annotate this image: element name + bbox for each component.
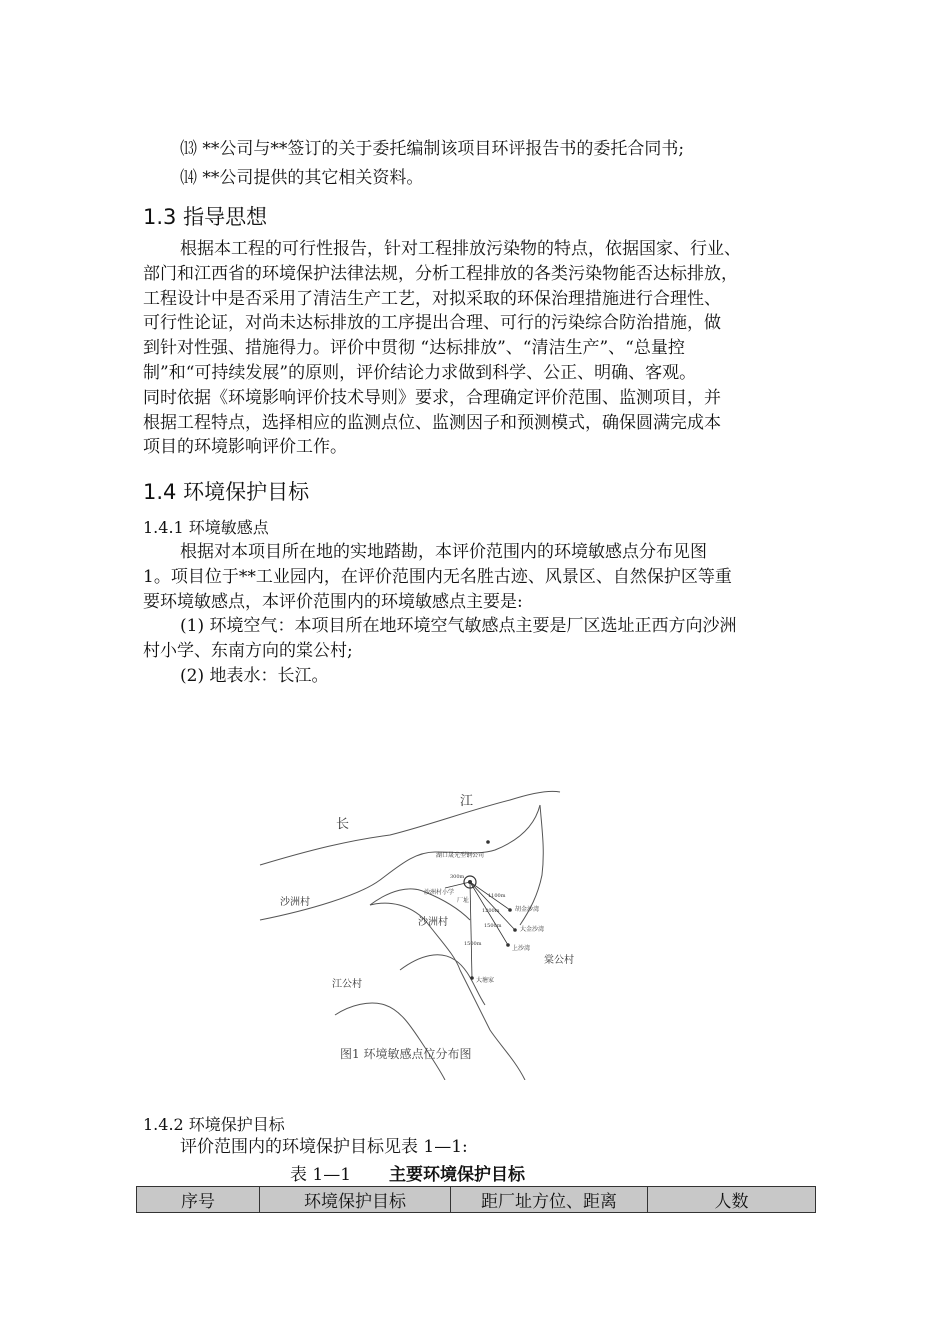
creek-branch <box>400 955 485 1005</box>
para-line: 部门和江西省的环境保护法律法规，分析工程排放的各类污染物能否达标排放， <box>143 263 738 284</box>
company-point <box>486 840 490 844</box>
sensitive-points-map <box>250 780 620 1080</box>
section-heading-1-4: 1.4 环境保护目标 <box>143 480 310 504</box>
point <box>513 928 517 932</box>
table-header-row <box>137 1187 816 1213</box>
para-line: (2) 地表水：长江。 <box>180 665 329 686</box>
table-caption <box>290 1160 525 1185</box>
para-line: 项目的环境影响评价工作。 <box>143 437 347 458</box>
map-label-village: 棠公村 <box>544 955 574 966</box>
table-number: 表 1—1 <box>290 1165 352 1185</box>
subheading-1-4-2: 1.4.2 环境保护目标 <box>143 1115 285 1134</box>
map-label-village: 沙洲村 <box>280 897 310 908</box>
river-bank-north <box>260 791 560 865</box>
para-line: 要环境敏感点，本评价范围内的环境敏感点主要是: <box>143 591 523 612</box>
map-label-place: 上沙湾 <box>512 945 531 952</box>
subheading-1-4-1: 1.4.1 环境敏感点 <box>143 518 269 537</box>
map-label-distance: 1500m <box>484 923 502 929</box>
guiding-principle-paragraph <box>143 237 823 460</box>
map-label-distance: 1500m <box>464 941 482 947</box>
map-label-village: 沙洲村 <box>418 917 448 928</box>
sensitive-points-paragraph <box>143 540 823 689</box>
section-heading-1-3: 1.3 指导思想 <box>143 205 268 229</box>
reference-item-13: ⒀ **公司与**签订的关于委托编制该项目环评报告书的委托合同书; <box>180 139 685 159</box>
map-label-place: 大塘家 <box>476 977 495 984</box>
table-header-cell: 距厂址方位、距离 <box>451 1187 648 1213</box>
para-line: 根据本工程的可行性报告，针对工程排放污染物的特点，依据国家、行业、 <box>180 239 741 259</box>
point <box>506 943 510 947</box>
table-header-cell: 序号 <box>137 1187 260 1213</box>
map-label-place: 胡金沙湾 <box>515 906 540 913</box>
table-title: 主要环境保护目标 <box>389 1165 526 1185</box>
map-label-village: 江公村 <box>332 979 362 990</box>
para-line: (1) 环境空气：本项目所在地环境空气敏感点主要是厂区选址正西方向沙洲 <box>180 616 737 637</box>
map-label-river: 长 <box>336 817 350 832</box>
table-reference-text: 评价范围内的环境保护目标见表 1—1: <box>180 1137 468 1157</box>
map-label-place: 大金沙湾 <box>520 926 545 933</box>
map-label-factory: 厂址 <box>457 897 470 904</box>
para-line: 根据对本项目所在地的实地踏勘，本评价范围内的环境敏感点分布见图 <box>180 542 707 562</box>
para-line: 可行性论证，对尚未达标排放的工序提出合理、可行的污染综合防治措施，做 <box>143 313 721 334</box>
table-header-cell: 环境保护目标 <box>260 1187 451 1213</box>
map-label-distance: 1200m <box>482 908 500 914</box>
reference-item-14: ⒁ **公司提供的其它相关资料。 <box>180 168 424 188</box>
para-line: 1。项目位于**工业园内，在评价范围内无名胜古迹、风景区、自然保护区等重 <box>143 566 732 587</box>
map-label-distance: 300m <box>450 874 465 880</box>
point <box>508 908 512 912</box>
map-label-school: 沙洲村小学 <box>424 889 455 896</box>
creek-south <box>370 903 460 970</box>
para-line: 村小学、东南方向的棠公村; <box>143 641 353 662</box>
figure-caption: 图1 环境敏感点位分布图 <box>340 1047 472 1061</box>
point <box>470 976 474 980</box>
map-label-distance: 1100m <box>488 893 506 899</box>
para-line: 到针对性强、措施得力。评价中贯彻 “达标排放”、“清洁生产”、“总量控 <box>143 338 685 359</box>
para-line: 同时依据《环境影响评价技术导则》要求，合理确定评价范围、监测项目，并 <box>143 387 721 408</box>
protection-targets-table <box>136 1186 816 1213</box>
map-label-river: 江 <box>460 794 474 809</box>
para-line: 工程设计中是否采用了清洁生产工艺，对拟采取的环保治理措施进行合理性、 <box>143 288 721 309</box>
creek-east <box>460 970 525 1080</box>
table-header-cell: 人数 <box>648 1187 816 1213</box>
para-line: 根据工程特点，选择相应的监测点位、监测因子和预测模式，确保圆满完成本 <box>143 412 721 433</box>
creek-west <box>335 1003 445 1080</box>
para-line: 制”和“可持续发展”的原则，评价结论力求做到科学、公正、明确、客观。 <box>143 362 697 383</box>
radial-line <box>470 882 472 978</box>
map-label-company: 湖口晟光型钢公司 <box>436 852 485 859</box>
